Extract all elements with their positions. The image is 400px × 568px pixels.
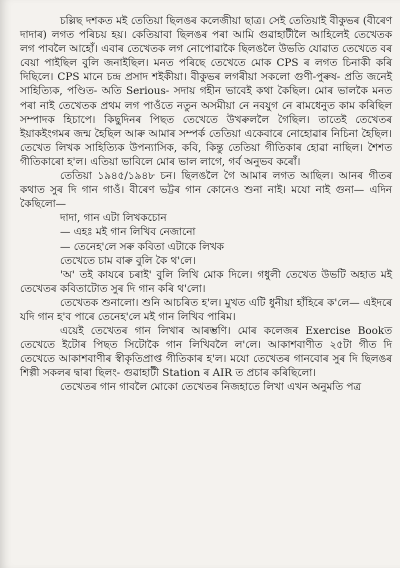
paragraph-1: চল্লিছ দশকত মই তেতিয়া ছিলঙৰ কলেজীয়া ছাত্ৰ। সেই তেতিয়াই বীকুভৰ (বীৰেণ দাদাৰ) লগত পৰিচয় হয়। কেতিয়াবা ছিলঙৰ পৰা আমি গুৱাহাটীলৈ আহিলেই তেখেতক লগ পাবলৈ আহোঁ। এবাৰ তেখেতক লগ নোপোৱাকৈ ছিলঙলৈ উভতি যোৱাত তেখেতে বৰ বেয়া পাইছিল বুলি জনাইছিল। মনত পৰিছে তেখেতে মোক CPS ৰ লগত চিনাকী কৰি দিছিলে। CPS মানে চন্দ্ৰ প্ৰসাদ শইকীয়া। বীকুভৰ লগৰীয়া সকলো গুণী-পুৰুষ- প্ৰতি জনেই সাহিত্যিক, পণ্ডিত- অতি Serious- সদায় গহীন ভাবেই কথা কৈছিল। মোৰ ভালকৈ মনত পৰা নাই তেখেতক প্ৰথম লগ পাওঁতে নতুন অসমীয়া নে নবযুগ নে ৰামধেনুত কাম কৰিছিল সম্পাদক হিচাপে। কিছুদিনৰ পিছত তেখেতে উখৰুললৈ গৈছিল। তাতেই তেখেতৰ ইয়াকইংগমৰ জন্ম হৈছিল আৰু আমাৰ সম্পৰ্ক তেতিয়া একেবাৰে নোহোৱাৰ নিচিনা হৈছিল। তেখেত লিখক সাহিত্যিক উপন্যাসিক, কবি, কিন্তু তেতিয়া গীতিকাৰ হোৱা নাছিল। শৈশত গীতিকাৰো হ'ল। এতিয়া ভাবিলে মোৰ ভাল লাগে, গৰ্ব অনুভব কৰোঁ। xyxy=(20,15,392,168)
paragraph-2: তেতিয়া ১৯৪৫/১৯৪৮ চন। ছিলঙলৈ গৈ আমাৰ লগত আছিল। আনৰ গীতৰ কথাত সুৰ দি গান গাওঁ। বীৰেণ ভট্টৰ গান কোনেও শুনা নাই। মযো নাই গুনা— এদিন কৈছিলো— xyxy=(20,170,392,211)
paragraph-6: তেখেতৰ গান গাবলৈ মোকো তেখেতৰ নিজহাতে লিখা এখন অনুমতি পত্ৰ xyxy=(60,381,362,394)
quote-line-1: দাদা, গান এটা লিখকচোন xyxy=(60,212,167,225)
page-text xyxy=(20,14,392,395)
paragraph-4: তেখেতক শুনালো। শুনি আচৰিত হ'ল। মুখত এটি ধুনীয়া হাঁহিৰে ক'লে— এইদৰে যদি গান হ'ব পাৰে তেনেহ'লে মই গান লিখিব পাৰিম। xyxy=(20,296,392,323)
quote-line-4: তেখেতে চাম বাৰু বুলি কৈ থ'লে। xyxy=(60,254,196,267)
paragraph-3: 'অ' তই কাযৰে চৰাই' বুলি লিখি মোক দিলে। গধুলী তেখেত উভটি অহাত মই তেখেতৰ কবিতাটোত সুৰ দি গান কৰি থ'লো। xyxy=(20,268,392,295)
quote-line-3: — তেনেহ'লে সৰু কবিতা এটাকে লিখক xyxy=(60,240,224,253)
paragraph-5: এয়েই তেখেতৰ গান লিখাৰ আৰম্ভণি। মোৰ কলেজৰ Exercise Bookত তেখেতে ইটোৰ পিছত সিটোকৈ গান লিখিবলৈ ল'লে। আকাশবাণীত ২৫টা গীত দি তেখেতে আকাশবাণীৰ স্বীকৃতিপ্ৰাপ্ত গীতিকাৰ হ'ল। মযো তেখেতৰ গানবোৰ সুৰ দি ছিলঙৰ শিল্পী সকলৰ দ্বাৰা ছিলং- গুৱাহাটী Station ৰ AIR ত প্ৰচাৰ কৰিছিলো। xyxy=(20,325,392,380)
quote-line-2: — এহঃ মই গান লিখিব নেজানো xyxy=(60,226,196,239)
